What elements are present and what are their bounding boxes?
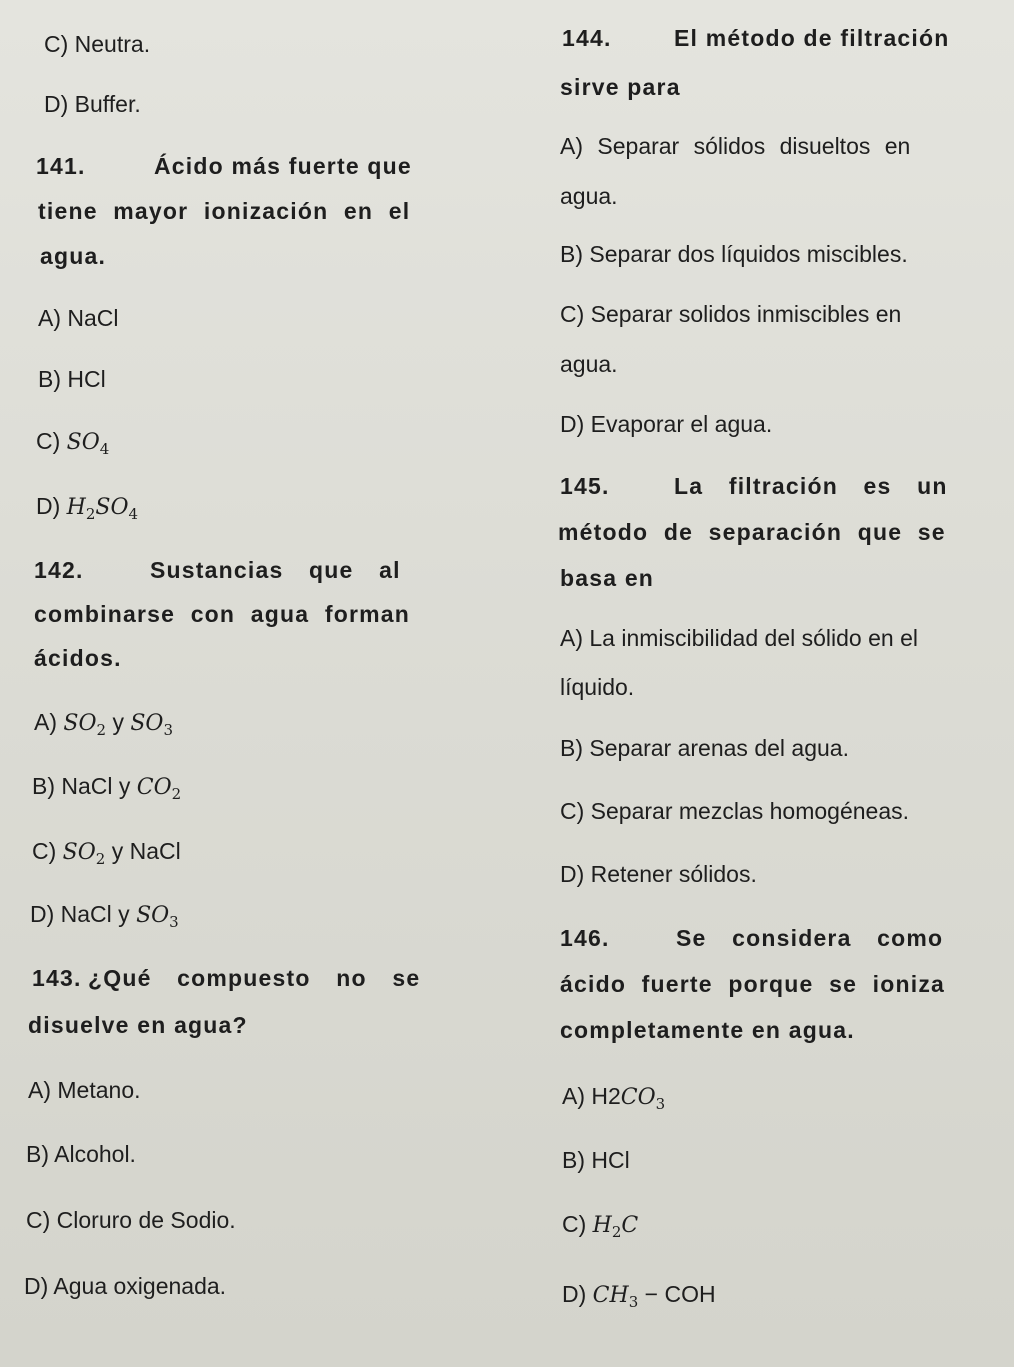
q145-stem-line2: método de separación que se	[558, 519, 946, 545]
q146-option-a-label: A) H2	[562, 1083, 621, 1109]
q144-number: 144.	[562, 25, 612, 51]
q146-stem-line2: ácido fuerte porque se ioniza	[560, 971, 946, 997]
q146-option-d-suffix: − COH	[644, 1281, 716, 1307]
q141-option-c-label: C)	[36, 428, 61, 454]
q143-text-1: ¿Qué compuesto no se	[88, 965, 421, 991]
q141-stem-line2: tiene mayor ionización en el	[38, 198, 411, 224]
q140-option-d: D) Buffer.	[44, 91, 141, 117]
q145-stem-line3: basa en	[560, 565, 655, 591]
q141-option-d-label: D)	[36, 493, 61, 519]
q145-option-a-line1: A) La inmiscibilidad del sólido en el	[560, 625, 918, 651]
q145-option-c: C) Separar mezclas homogéneas.	[560, 798, 909, 824]
q143-option-b: B) Alcohol.	[26, 1141, 136, 1167]
q142-option-d-formula: $SO_3$	[136, 903, 179, 931]
q140-option-c: C) Neutra.	[44, 31, 151, 57]
q142-option-b-formula: $CO_2$	[136, 775, 182, 803]
q143-number: 143.	[32, 965, 82, 991]
q146-option-d	[562, 1280, 716, 1316]
q142-stem-line1	[34, 556, 401, 584]
q142-option-a	[34, 708, 173, 744]
q141-option-c-formula: $SO_4$	[66, 430, 110, 458]
q144-stem-line2: sirve para	[560, 74, 681, 100]
q143-stem-line1	[32, 964, 420, 992]
q144-option-a-line2: agua.	[560, 183, 618, 209]
q144-option-a-line1	[560, 132, 910, 160]
q145-option-b: B) Separar arenas del agua.	[560, 735, 849, 761]
q142-number: 142.	[34, 557, 84, 583]
q143-stem-line2: disuelve en agua?	[28, 1012, 248, 1038]
q144-option-c-line2: agua.	[560, 351, 618, 377]
q146-option-d-formula: $CH_3$	[592, 1283, 639, 1311]
q141-option-d-formula: $H_2SO_4$	[66, 495, 139, 523]
q142-option-c-suffix: y NaCl	[111, 838, 181, 864]
q141-option-b: B) HCl	[38, 366, 106, 392]
q142-option-d	[30, 900, 179, 936]
q143-option-a: A) Metano.	[28, 1077, 141, 1103]
q141-text-1: Ácido más fuerte que	[154, 153, 412, 179]
q145-stem-line1	[560, 472, 948, 500]
q145-option-d: D) Retener sólidos.	[560, 861, 757, 887]
q142-option-a-formula1: $SO_2$	[63, 711, 107, 739]
q141-option-a: A) NaCl	[38, 305, 119, 331]
q142-option-b-label: B) NaCl y	[32, 773, 131, 799]
q142-option-a-label: A)	[34, 709, 57, 735]
q141-option-c	[36, 427, 109, 463]
q145-option-a-line2: líquido.	[560, 674, 635, 700]
q144-stem-line1	[562, 24, 950, 52]
q144-option-d: D) Evaporar el agua.	[560, 411, 773, 437]
q146-option-b: B) HCl	[562, 1147, 630, 1173]
q142-option-b	[32, 772, 181, 808]
q146-text-1: Se considera como	[676, 925, 944, 951]
q146-stem-line3: completamente en agua.	[560, 1017, 855, 1043]
q142-option-c	[32, 837, 181, 873]
q144-option-a-text: A) Separar sólidos disueltos en	[560, 133, 911, 159]
q146-number: 146.	[560, 925, 610, 951]
q146-option-a	[562, 1082, 665, 1118]
q141-number: 141.	[36, 153, 86, 179]
q142-option-c-formula: $SO_2$	[62, 840, 106, 868]
q142-text-1: Sustancias que al	[150, 557, 401, 583]
q146-option-c-formula: $H_2C$	[592, 1213, 639, 1241]
q144-option-b: B) Separar dos líquidos miscibles.	[560, 241, 908, 267]
q145-number: 145.	[560, 473, 610, 499]
q141-stem-line3: agua.	[40, 243, 107, 269]
q146-option-d-label: D)	[562, 1281, 587, 1307]
q144-option-c-line1: C) Separar solidos inmiscibles en	[560, 301, 902, 327]
q145-text-1: La filtración es un	[674, 473, 948, 499]
q146-stem-line1	[560, 924, 943, 952]
q142-stem-line2: combinarse con agua forman	[34, 601, 410, 627]
q142-stem-line3: ácidos.	[34, 645, 122, 671]
q142-option-d-label: D) NaCl y	[30, 901, 130, 927]
q146-option-c-label: C)	[562, 1211, 587, 1237]
q146-option-a-formula: $CO_3$	[620, 1085, 666, 1113]
q143-option-c: C) Cloruro de Sodio.	[26, 1207, 236, 1233]
q141-stem-line1	[36, 152, 412, 180]
q146-option-c	[562, 1210, 638, 1246]
q142-option-a-formula2: $SO_3$	[130, 711, 173, 739]
q141-option-d	[36, 492, 138, 528]
q142-option-a-join: y	[112, 709, 124, 735]
q144-text-1: El método de filtración	[674, 25, 950, 51]
q142-option-c-label: C)	[32, 838, 57, 864]
q143-option-d: D) Agua oxigenada.	[24, 1273, 227, 1299]
